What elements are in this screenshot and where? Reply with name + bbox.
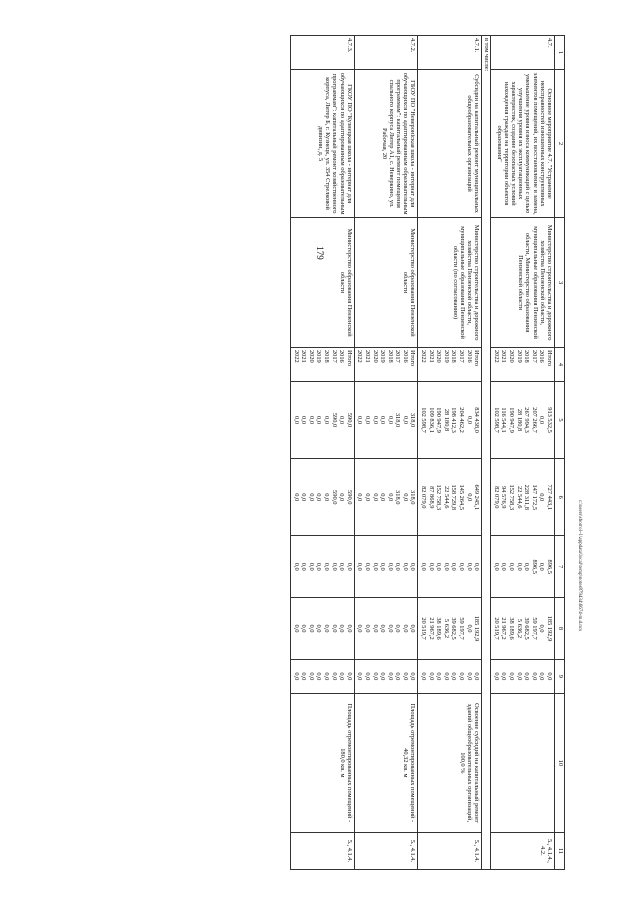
header-col-8: 8 — [555, 598, 565, 660]
table-row — [491, 36, 555, 870]
year-label: 2018 — [450, 349, 458, 363]
year-label: 2016 — [401, 349, 409, 363]
funding-value: 0,0 — [356, 493, 364, 502]
funding-value: 20 519,7 — [420, 617, 428, 640]
funding-value: 0,0 — [356, 416, 364, 425]
funding-value: 834 438,0 — [473, 407, 481, 433]
funding-value: 0,0 — [371, 416, 379, 425]
funding-value: 0,0 — [292, 672, 300, 681]
funding-c9 — [418, 659, 482, 693]
funding-value: 0,0 — [307, 624, 315, 633]
funding-value: 0,0 — [300, 672, 308, 681]
funding-value: 318,0 — [394, 412, 402, 428]
funding-value: 0,0 — [292, 624, 300, 633]
funding-value: 590,0 — [330, 490, 338, 505]
funding-value: 0,0 — [409, 562, 417, 571]
funding-value: 158 729,8 — [450, 484, 458, 511]
funding-value: 147 172,5 — [530, 484, 538, 511]
funding-c7 — [491, 536, 555, 598]
funding-value: 116 544,1 — [500, 407, 508, 433]
indicator: Площадь отремонтированных помещений - 40,32 кв. м — [354, 693, 418, 832]
in-that-number-label: в том числе: — [482, 36, 491, 870]
reference: 5., 4.1.4. — [418, 832, 482, 869]
funding-value: 318,0 — [394, 490, 402, 505]
funding-value: 190 947,9 — [435, 407, 443, 433]
funding-c7 — [354, 536, 418, 598]
funding-c6 — [291, 459, 355, 536]
funding-value: 0,0 — [401, 493, 409, 502]
funding-value: 0,0 — [538, 672, 546, 681]
funding-value: 0,0 — [546, 672, 553, 681]
funding-value: 0,0 — [356, 562, 364, 571]
funding-value: 0,0 — [363, 416, 371, 425]
funding-value: 0,0 — [401, 672, 409, 681]
funding-value: 0,0 — [530, 672, 538, 681]
year-label: 2016 — [465, 349, 473, 363]
page-number: 179 — [315, 246, 325, 260]
funding-value: 0,0 — [363, 672, 371, 681]
funding-value: 0,0 — [300, 416, 308, 425]
year-label: 2017 — [330, 349, 338, 363]
funding-value: 0,0 — [371, 493, 379, 502]
funding-value: 0,0 — [435, 672, 443, 681]
funding-value: 0,0 — [307, 672, 315, 681]
row-number: 4.7.3. — [291, 36, 355, 70]
funding-value: 190 947,9 — [508, 407, 516, 433]
funding-value: 185 192,9 — [473, 615, 481, 642]
years-cell — [491, 347, 555, 381]
header-col-9: 9 — [555, 659, 565, 693]
funding-value: 0,0 — [338, 416, 346, 425]
funding-value: 0,0 — [338, 672, 346, 681]
funding-value: 0,0 — [386, 416, 394, 425]
funding-c6 — [354, 459, 418, 536]
header-col-1: 1 — [555, 36, 565, 70]
funding-value: 0,0 — [300, 624, 308, 633]
year-label: 2017 — [394, 349, 402, 363]
funding-value: 318,0 — [409, 490, 417, 505]
funding-value: 102 598,7 — [420, 407, 428, 433]
funding-value: 0,0 — [394, 672, 402, 681]
year-label: 2022 — [356, 349, 364, 363]
funding-value: 0,0 — [409, 624, 417, 633]
funding-value: 145 264,5 — [458, 484, 466, 511]
funding-value: 0,0 — [465, 624, 473, 633]
funding-value: 0,0 — [300, 562, 308, 571]
funding-value: 0,0 — [292, 562, 300, 571]
funding-value: 0,0 — [330, 624, 338, 633]
table-row — [418, 36, 482, 870]
funding-value: 0,0 — [500, 562, 508, 571]
funding-value: 0,0 — [386, 672, 394, 681]
funding-value: 0,0 — [379, 624, 387, 633]
funding-value: 82 079,0 — [420, 486, 428, 509]
funding-value: 0,0 — [473, 672, 481, 681]
funding-value: 0,0 — [515, 562, 523, 571]
year-label: 2018 — [523, 349, 531, 363]
funding-c9 — [354, 659, 418, 693]
funding-c8 — [354, 598, 418, 660]
funding-value: 87 868,9 — [427, 486, 435, 509]
header-col-7: 7 — [555, 536, 565, 598]
indicator — [491, 693, 555, 832]
funding-value: 0,0 — [315, 672, 323, 681]
funding-value: 0,0 — [371, 672, 379, 681]
funding-value: 0,0 — [322, 562, 330, 571]
funding-c8 — [491, 598, 555, 660]
header-col-5: 5 — [555, 381, 565, 458]
funding-value: 28 180,8 — [515, 408, 523, 432]
year-label: 2017 — [530, 349, 538, 363]
activity-name: ГКОУ ПО "Кузнецкая школа - интернат для обучающихся по адаптированным образовательным программам": капитальный ремонт хозяйственного корпуса, Литер Б, г. Кузнецк, ул. 354 Стрелковой дивизии, д. 5 — [291, 69, 355, 217]
funding-value: 0,0 — [386, 624, 394, 633]
funding-value: 0,0 — [508, 672, 516, 681]
years-cell — [291, 347, 355, 381]
funding-value: 0,0 — [465, 562, 473, 571]
activity-name: Субсидии на капитальный ремонт муниципальных общеобразовательных организаций — [418, 69, 482, 217]
funding-value: 0,0 — [420, 562, 428, 571]
year-label: Итого — [409, 349, 417, 367]
year-label: 2021 — [500, 349, 508, 363]
funding-value: 0,0 — [394, 562, 402, 571]
funding-value: 0,0 — [515, 672, 523, 681]
funding-value: 0,0 — [330, 672, 338, 681]
funding-value: 0,0 — [523, 562, 531, 571]
funding-value: 21 967,2 — [427, 617, 435, 640]
year-label: Итого — [546, 349, 553, 367]
funding-value: 590,0 — [330, 412, 338, 428]
year-label: 2018 — [322, 349, 330, 363]
table-row — [354, 36, 418, 870]
funding-value: 318,0 — [409, 412, 417, 428]
program-activities-table — [290, 35, 565, 870]
funding-value: 0,0 — [371, 624, 379, 633]
funding-value: 204 462,2 — [458, 407, 466, 433]
row-number: 4.7. — [491, 36, 555, 70]
funding-value: 896,5 — [546, 559, 553, 574]
funding-value: 0,0 — [465, 493, 473, 502]
funding-value: 0,0 — [458, 562, 466, 571]
funding-c7 — [291, 536, 355, 598]
funding-value: 0,0 — [427, 672, 435, 681]
year-label: 2019 — [379, 349, 387, 363]
funding-value: 0,0 — [435, 562, 443, 571]
funding-value: 94 576,9 — [500, 486, 508, 509]
funding-value: 0,0 — [450, 672, 458, 681]
funding-value: 0,0 — [363, 493, 371, 502]
funding-value: 0,0 — [307, 493, 315, 502]
funding-value: 207 266,7 — [530, 407, 538, 433]
activity-name: Основное мероприятие 4.7. "Устранение неисправностей изношенных конструктивных элементов помещений, их восстановление и замена, уменьшение уровня износа коммуникаций с целью улучшения уровня их эксплуатационных характеристик, создание безопасных условий нахождения граждан на территории объектов образования" — [491, 69, 555, 217]
in-that-number-row — [482, 36, 491, 870]
indicator: Площадь отремонтированных помещений - 180,0 кв. м — [291, 693, 355, 832]
funding-value: 0,0 — [379, 416, 387, 425]
funding-c6 — [418, 459, 482, 536]
funding-value: 0,0 — [345, 562, 353, 571]
funding-value: 109 836,1 — [427, 407, 435, 433]
year-label: 2022 — [492, 349, 500, 363]
funding-value: 22 544,6 — [515, 486, 523, 509]
funding-value: 0,0 — [401, 624, 409, 633]
funding-c5 — [291, 381, 355, 458]
funding-value: 0,0 — [394, 624, 402, 633]
funding-value: 0,0 — [330, 562, 338, 571]
year-label: Итого — [473, 349, 481, 367]
year-label: 2019 — [515, 349, 523, 363]
year-label: 2020 — [508, 349, 516, 363]
funding-c5 — [354, 381, 418, 458]
funding-value: 0,0 — [307, 416, 315, 425]
funding-value: 0,0 — [315, 493, 323, 502]
funding-c7 — [418, 536, 482, 598]
rotated-table-frame — [62, 35, 565, 870]
reference: 5., 4.1.4. — [291, 832, 355, 869]
funding-value: 0,0 — [300, 493, 308, 502]
funding-c8 — [291, 598, 355, 660]
funding-value: 0,0 — [458, 672, 466, 681]
executor: Министерство образования Пензенской области — [291, 218, 355, 348]
funding-value: 896,5 — [530, 559, 538, 574]
funding-value: 0,0 — [292, 493, 300, 502]
years-cell — [354, 347, 418, 381]
reference: 5., 4.1.4. — [354, 832, 418, 869]
funding-value: 59 197,7 — [458, 617, 466, 640]
year-label: 2021 — [427, 349, 435, 363]
funding-value: 0,0 — [538, 562, 546, 571]
funding-value: 228 311,8 — [523, 484, 531, 510]
funding-value: 0,0 — [379, 562, 387, 571]
funding-value: 0,0 — [371, 562, 379, 571]
header-col-10: 10 — [555, 693, 565, 832]
funding-value: 0,0 — [538, 493, 546, 502]
funding-value: 38 189,6 — [435, 617, 443, 640]
funding-value: 267 994,3 — [523, 407, 531, 433]
funding-value: 22 544,6 — [442, 486, 450, 509]
header-col-3: 3 — [555, 218, 565, 348]
funding-c6 — [491, 459, 555, 536]
funding-value: 5 636,2 — [442, 618, 450, 639]
funding-value: 0,0 — [322, 416, 330, 425]
executor: Министерство образования Пензенской области — [354, 218, 418, 348]
funding-value: 0,0 — [363, 562, 371, 571]
indicator: Освоение субсидий на капитальный ремонт зданий общеобразовательных организаций, 100,0 % — [418, 693, 482, 832]
header-col-6: 6 — [555, 459, 565, 536]
funding-value: 0,0 — [322, 493, 330, 502]
funding-value: 0,0 — [379, 672, 387, 681]
funding-value: 0,0 — [450, 562, 458, 571]
year-label: 2020 — [435, 349, 443, 363]
row-number: 4.7.1. — [418, 36, 482, 70]
reference: 5., 4.1.4., 4.2. — [491, 832, 555, 869]
funding-value: 0,0 — [338, 562, 346, 571]
year-label: 2021 — [300, 349, 308, 363]
executor: Министерство строительства и дорожного хозяйства Пензенской области, муниципальные образования Пензенской области (по согласованию) — [418, 218, 482, 348]
funding-value: 0,0 — [508, 562, 516, 571]
year-label: 2018 — [386, 349, 394, 363]
funding-value: 102 598,7 — [492, 407, 500, 433]
funding-value: 649 245,1 — [473, 484, 481, 511]
funding-value: 0,0 — [473, 562, 481, 571]
funding-value: 0,0 — [492, 562, 500, 571]
year-label: 2019 — [442, 349, 450, 363]
funding-value: 0,0 — [292, 416, 300, 425]
year-label: 2017 — [458, 349, 466, 363]
funding-value: 28 180,8 — [442, 408, 450, 432]
header-col-2: 2 — [555, 69, 565, 217]
header-row — [555, 36, 565, 870]
funding-value: 0,0 — [386, 562, 394, 571]
funding-value: 0,0 — [363, 624, 371, 633]
funding-c8 — [418, 598, 482, 660]
funding-value: 727 443,1 — [546, 484, 553, 511]
funding-value: 0,0 — [322, 624, 330, 633]
funding-value: 590,0 — [345, 412, 353, 428]
funding-c9 — [291, 659, 355, 693]
funding-value: 0,0 — [401, 416, 409, 425]
funding-value: 0,0 — [356, 672, 364, 681]
year-label: 2022 — [420, 349, 428, 363]
funding-value: 0,0 — [315, 562, 323, 571]
funding-value: 82 079,0 — [492, 486, 500, 509]
header-col-11: 11 — [555, 832, 565, 869]
year-label: 2016 — [338, 349, 346, 363]
table-row — [291, 36, 355, 870]
executor: Министерство строительства и дорожного хозяйства Пензенской области, муниципальные образования Пензенской области, Министерство образования Пензенской области — [491, 218, 555, 348]
funding-value: 152 758,3 — [435, 484, 443, 511]
funding-value: 0,0 — [345, 624, 353, 633]
funding-value: 152 758,3 — [508, 484, 516, 511]
funding-value: 185 192,9 — [546, 615, 553, 642]
year-label: 2019 — [315, 349, 323, 363]
funding-value: 0,0 — [538, 416, 546, 425]
funding-value: 20 519,7 — [492, 617, 500, 640]
year-label: 2020 — [307, 349, 315, 363]
funding-value: 0,0 — [315, 416, 323, 425]
funding-c9 — [491, 659, 555, 693]
funding-value: 21 967,2 — [500, 617, 508, 640]
funding-value: 0,0 — [338, 493, 346, 502]
funding-value: 0,0 — [427, 562, 435, 571]
funding-value: 0,0 — [442, 562, 450, 571]
funding-value: 39 682,5 — [450, 617, 458, 640]
funding-c5 — [491, 381, 555, 458]
funding-value: 590,0 — [345, 490, 353, 505]
funding-value: 198 412,3 — [450, 407, 458, 433]
funding-c5 — [418, 381, 482, 458]
year-label: 2022 — [292, 349, 300, 363]
row-number: 4.7.2. — [354, 36, 418, 70]
year-label: 2021 — [363, 349, 371, 363]
funding-value: 0,0 — [442, 672, 450, 681]
funding-value: 0,0 — [465, 672, 473, 681]
year-label: 2016 — [538, 349, 546, 363]
funding-value: 0,0 — [500, 672, 508, 681]
funding-value: 5 636,2 — [515, 618, 523, 639]
funding-value: 0,0 — [492, 672, 500, 681]
header-col-4: 4 — [555, 347, 565, 381]
funding-value: 59 197,7 — [530, 617, 538, 640]
years-cell — [418, 347, 482, 381]
funding-value: 38 189,6 — [508, 617, 516, 640]
year-label: Итого — [345, 349, 353, 367]
funding-value: 0,0 — [409, 672, 417, 681]
funding-value: 0,0 — [386, 493, 394, 502]
funding-value: 0,0 — [307, 562, 315, 571]
funding-value: 0,0 — [345, 672, 353, 681]
file-path-footer: c:\users\sborrol~1\appdata\local\temp\notes879434\6674-m.d.ncs — [577, 500, 582, 632]
funding-value: 0,0 — [338, 624, 346, 633]
funding-value: 0,0 — [315, 624, 323, 633]
funding-value: 0,0 — [379, 493, 387, 502]
year-label: 2020 — [371, 349, 379, 363]
activity-name: ГБОУ ПО "Невероніская школа - интернат для обучающихся по адаптированным образовательным программам": капитальный ремонт помещения спального корпуса Литер А1, с. Неверкино, ул. Рабочая, 20 — [354, 69, 418, 217]
funding-value: 0,0 — [523, 672, 531, 681]
funding-value: 0,0 — [465, 416, 473, 425]
funding-value: 0,0 — [401, 562, 409, 571]
funding-value: 0,0 — [538, 624, 546, 633]
funding-value: 39 682,5 — [523, 617, 531, 640]
funding-value: 0,0 — [322, 672, 330, 681]
funding-value: 0,0 — [420, 672, 428, 681]
funding-value: 913 532,5 — [546, 407, 553, 433]
funding-value: 0,0 — [356, 624, 364, 633]
